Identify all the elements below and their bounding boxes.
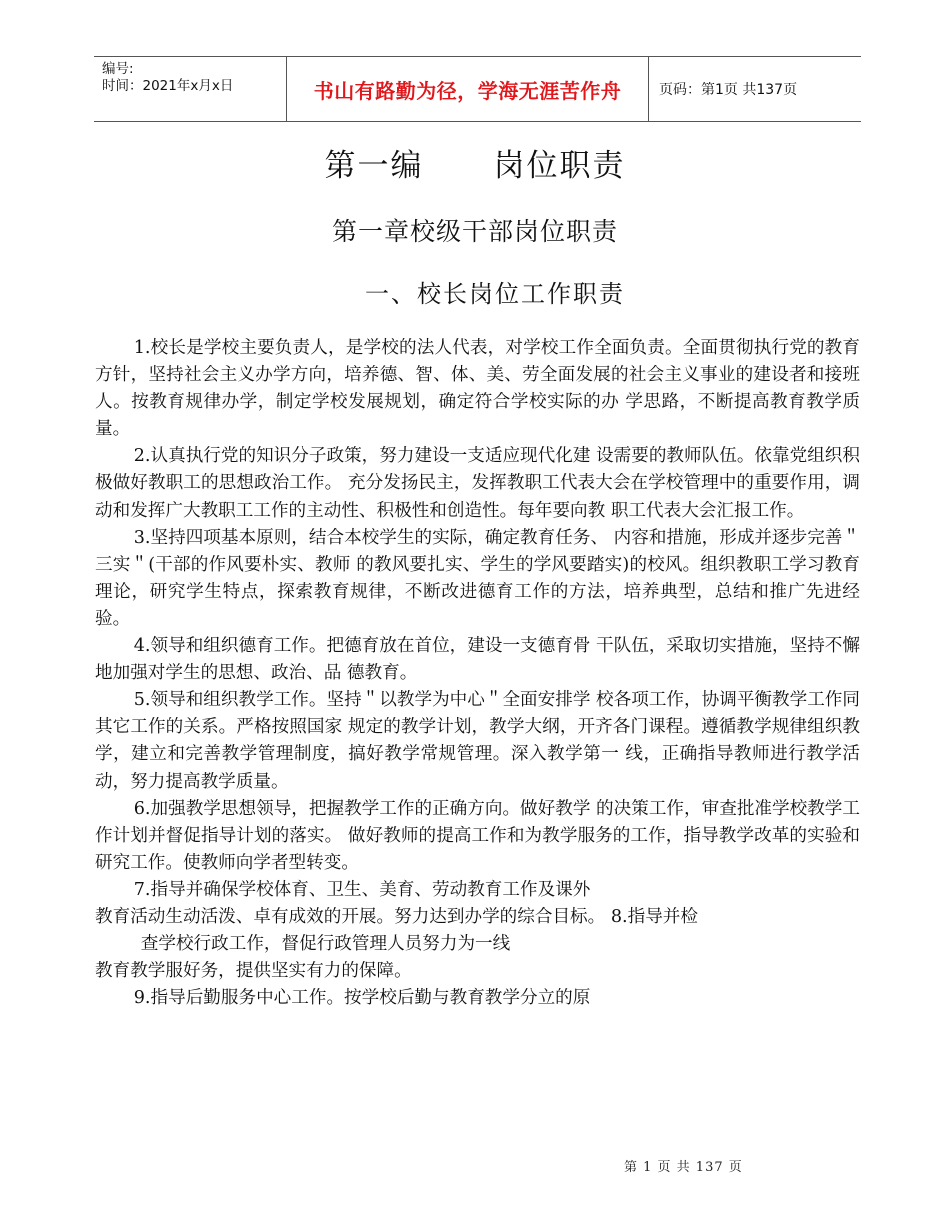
header-meta	[94, 57, 286, 121]
part-title	[0, 140, 950, 185]
paragraph-8-continued: 教育教学服好务，提供坚实有力的保障。	[95, 961, 412, 982]
paragraph-3: 3.坚持四项基本原则，结合本校学生的实际，确定教育任务、 内容和措施，形成并逐步完善＂三实＂(干部的作风要朴实、教师 的教风要扎实、学生的学风要踏实)的校风。组织教职工学习教育理论，研究学生特点，探索教育规律，不断改进德育工作的方法，培养典型，总结和推广先进经验。	[95, 527, 860, 629]
document-body	[95, 335, 860, 1012]
header-table	[94, 56, 861, 122]
paragraph-4: 4.领导和组织德育工作。把德育放在首位，建设一支德育骨 干队伍，采取切实措施，坚持不懈地加强对学生的思想、政治、品 德教育。	[95, 636, 860, 684]
page-footer: 第 1 页 共 137 页	[624, 1160, 743, 1175]
paragraph-7: 7.指导并确保学校体育、卫生、美育、劳动教育工作及课外	[133, 879, 591, 900]
document-time: 时间：2021年x月x日	[102, 78, 234, 94]
header-page-info: 页码：第1页 共137页	[659, 82, 798, 98]
paragraph-9: 9.指导后勤服务中心工作。按学校后勤与教育教学分立的原	[133, 988, 591, 1009]
section-title: 一、校长岗位工作职责	[365, 280, 625, 308]
paragraph-6: 6.加强教学思想领导，把握教学工作的正确方向。做好教学 的决策工作，审查批准学校教学工作计划并督促指导计划的落实。 做好教师的提高工作和为教学服务的工作，指导教学改革的实验和 研究工作。使教师向学者型转变。	[95, 798, 860, 873]
paragraph-5: 5.领导和组织教学工作。坚持＂以教学为中心＂全面安排学 校各项工作，协调平衡教学工作同其它工作的关系。严格按照国家 规定的教学计划，教学大纲，开齐各门课程。遵循教学规律组织教 学，建立和完善教学管理制度，搞好教学常规管理。深入教学第一 线，正确指导教师进行教学活动，努力提高教学质量。	[95, 690, 860, 792]
part-title-name: 岗位职责	[493, 148, 626, 184]
document-number-label: 编号:	[102, 61, 134, 77]
header-motto: 书山有路勤为径，学海无涯苦作舟	[286, 57, 649, 121]
paragraph-2: 2.认真执行党的知识分子政策，努力建设一支适应现代化建 设需要的教师队伍。依靠党组织积极做好教职工的思想政治工作。 充分发扬民主，发挥教职工代表大会在学校管理中的重要作用，调 动和发挥广大教职工工作的主动性、积极性和创造性。每年要向教 职工代表大会汇报工作。	[95, 446, 860, 521]
paragraph-1: 1.校长是学校主要负责人，是学校的法人代表，对学校工作全面负责。全面贯彻执行党的教育方针，坚持社会主义办学方向，培养德、智、体、美、劳全面发展的社会主义事业的建设者和接班人。按教育规律办学，制定学校发展规划，确定符合学校实际的办 学思路，不断提高教育教学质量。	[95, 338, 860, 440]
part-title-number: 第一编	[324, 148, 424, 184]
paragraph-8-line: 查学校行政工作，督促行政管理人员努力为一线	[140, 934, 511, 955]
chapter-title: 第一章校级干部岗位职责	[331, 217, 618, 246]
paragraph-7-continued: 教育活动生动活泼、卓有成效的开展。努力达到办学的综合目标。 8.指导并检	[95, 906, 698, 927]
